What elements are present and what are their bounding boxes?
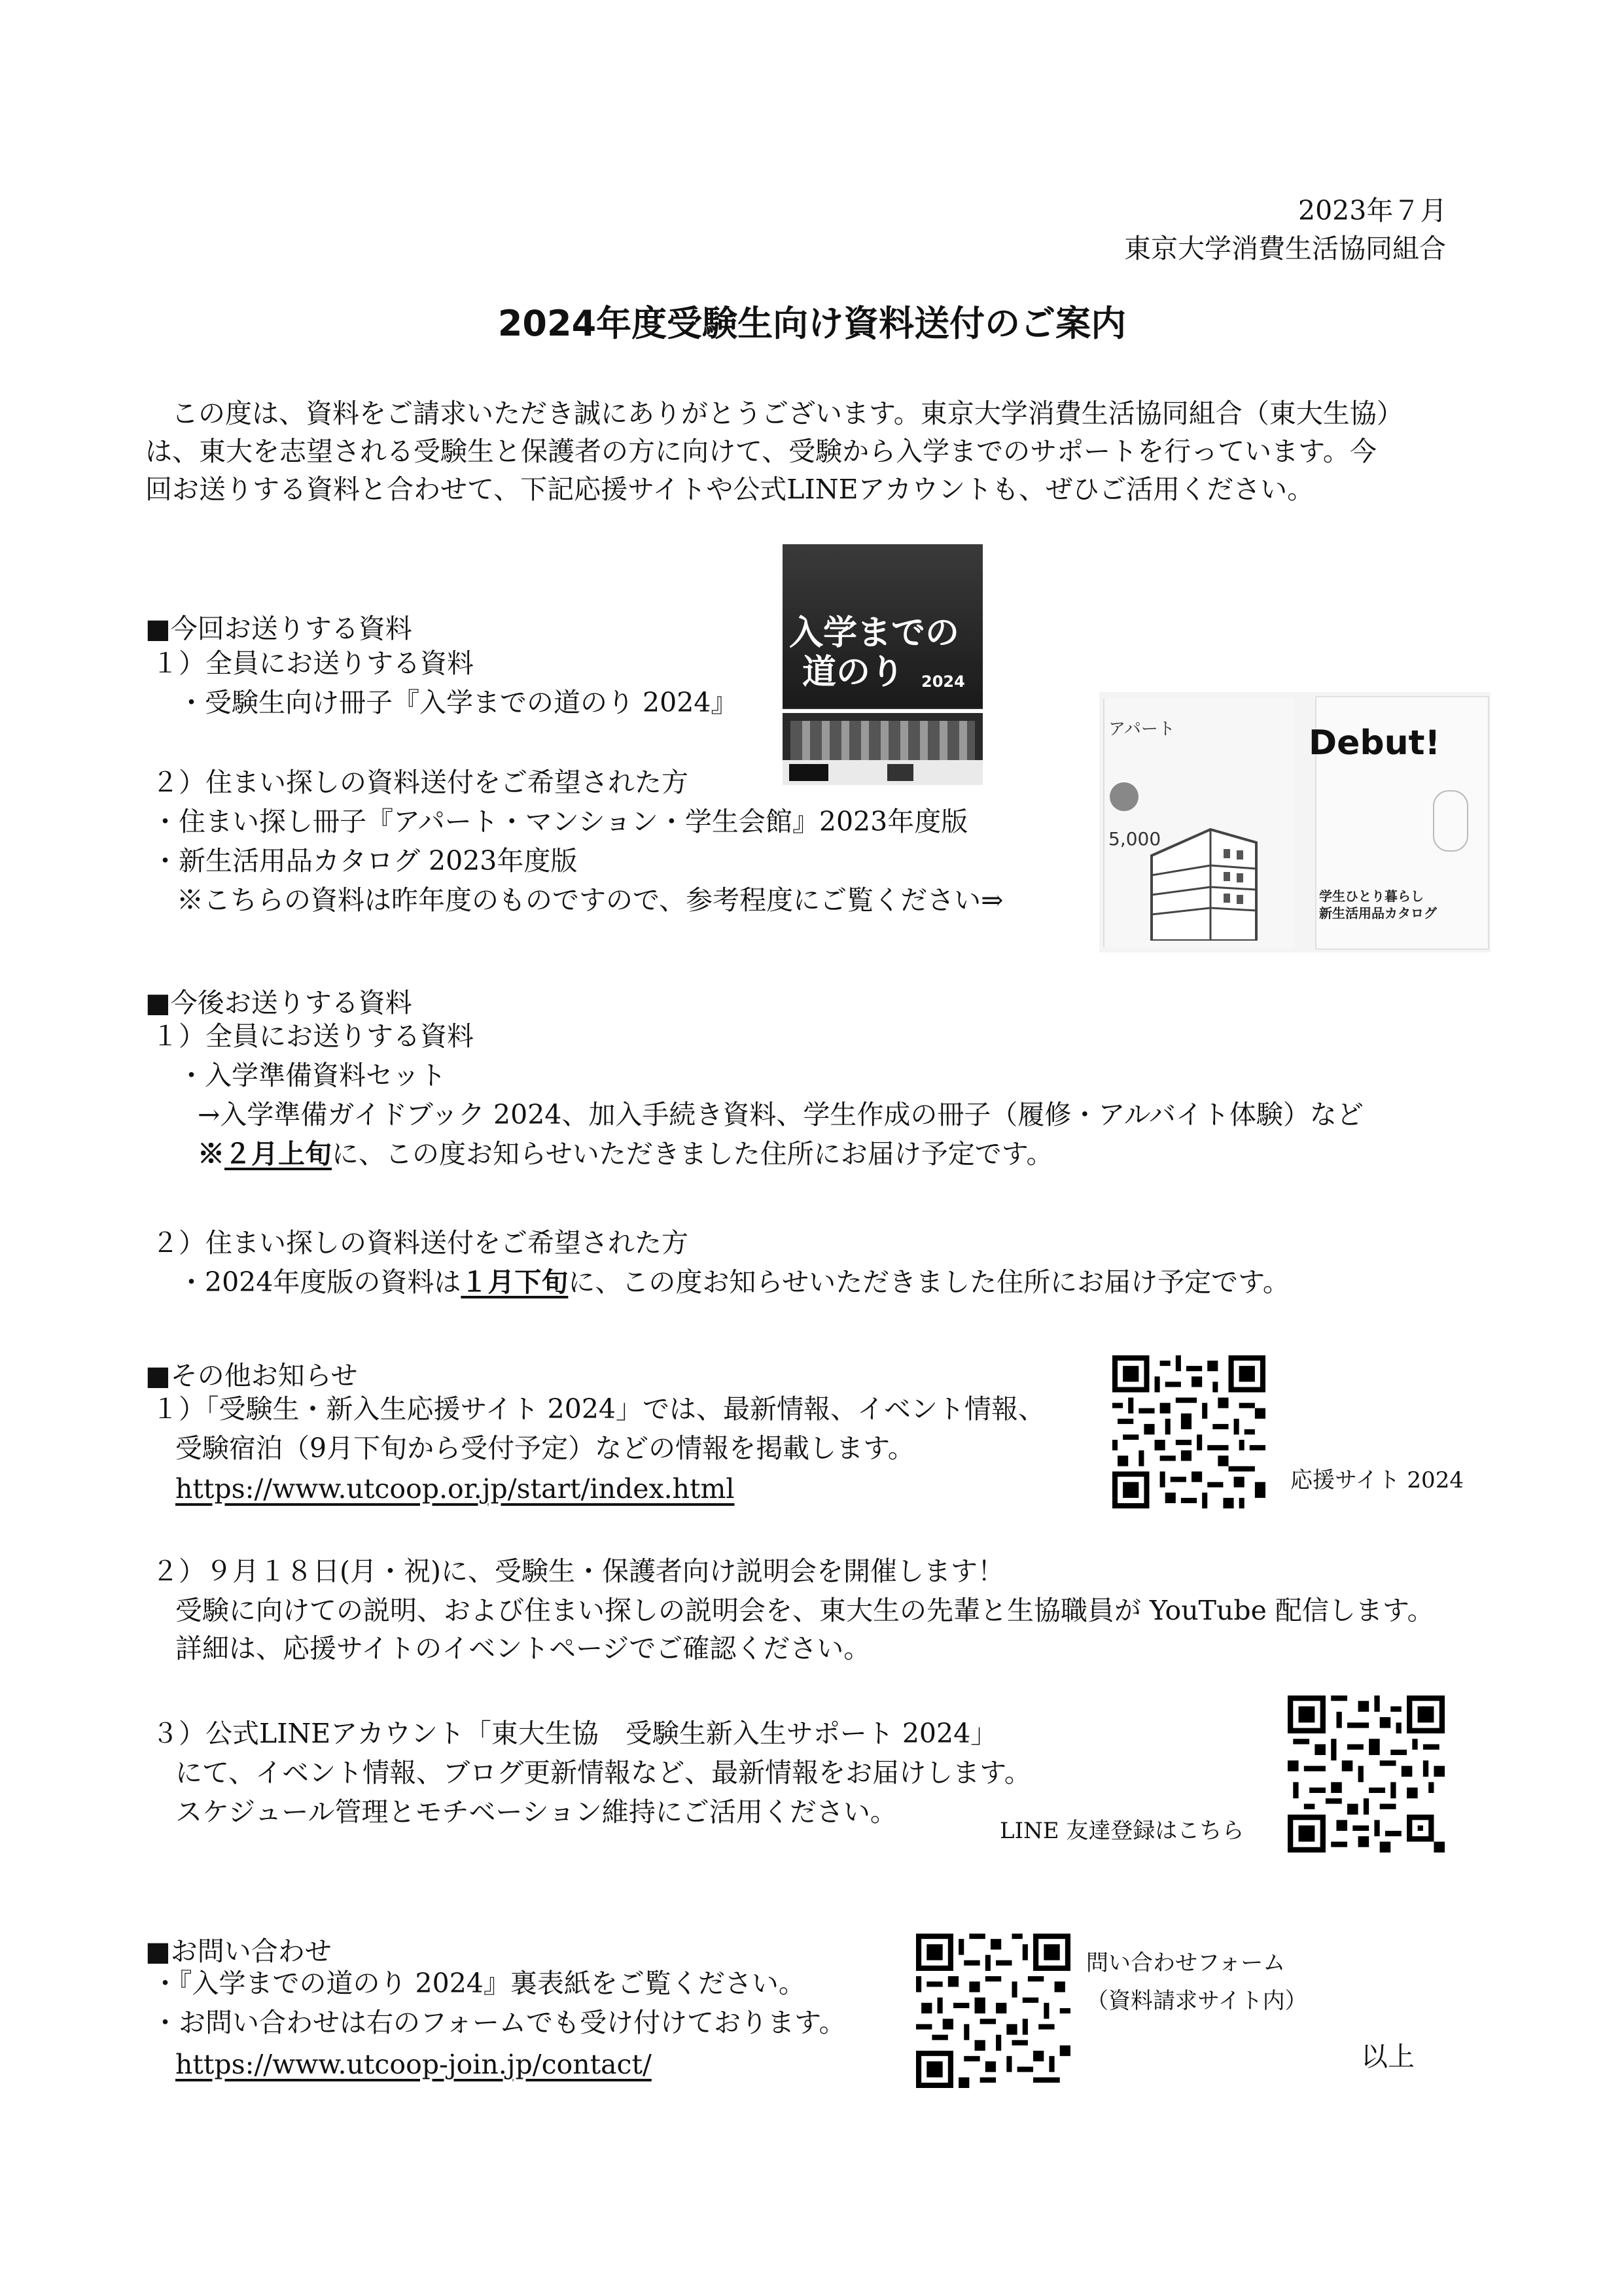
news-item2-line3: 詳細は、応援サイトのイベントページでご確認ください。 [175, 1633, 871, 1664]
contact-line1: ・『入学までの道のり 2024』裏表紙をご覧ください。 [152, 1968, 805, 1999]
support-site-qr-caption: 応援サイト 2024 [1290, 1467, 1464, 1493]
support-site-qr-code[interactable] [1112, 1355, 1265, 1508]
current-item1-heading: １）全員にお送りする資料 [152, 648, 474, 679]
news-item1-line1: １）「受験生・新入生応援サイト 2024」では、最新情報、イベント情報、 [152, 1393, 1046, 1425]
current-item2-heading: ２）住まい探しの資料送付をご希望された方 [152, 767, 688, 798]
upcoming-item2-heading: ２）住まい探しの資料送付をご希望された方 [152, 1227, 688, 1259]
catalog-caption-1: 学生ひとり暮らし [1319, 888, 1424, 904]
section-current-materials-heading: ■今回お送りする資料 [145, 613, 412, 644]
page-title: 2024年度受験生向け資料送付のご案内 [497, 303, 1127, 344]
section-other-news-heading: ■その他お知らせ [145, 1360, 358, 1391]
upcoming-item1-note [198, 1138, 1053, 1170]
booklet-cover-image [783, 544, 983, 785]
catalog-covers-image [1099, 692, 1491, 952]
section-upcoming-materials-heading: ■今後お送りする資料 [145, 987, 412, 1018]
contact-qr-caption-2: （資料請求サイト内） [1086, 1988, 1307, 2014]
news-item2-line1: ２）９月１８日(月・祝)に、受験生・保護者向け説明会を開催します！ [152, 1556, 1004, 1587]
contact-line2: ・お問い合わせは右のフォームでも受け付けております。 [152, 2007, 846, 2038]
catalog-apartment-label: アパート [1108, 720, 1175, 739]
intro-line-1: この度は、資料をご請求いただき誠にありがとうございます。東京大学消費生活協同組合（東大生協） [171, 398, 1403, 429]
building-illustration [1139, 803, 1269, 941]
section-contact-heading: ■お問い合わせ [145, 1936, 332, 1967]
catalog-debut-title: Debut! [1309, 723, 1441, 763]
intro-line-2: は、東大を志望される受験生と保護者の方に向けて、受験から入学までのサポートを行っています。今 [145, 436, 1377, 467]
support-site-link[interactable]: https://www.utcoop.or.jp/start/index.html [175, 1473, 735, 1505]
news-item3-line2: にて、イベント情報、ブログ更新情報など、最新情報をお届けします。 [175, 1757, 1031, 1788]
contact-form-link[interactable]: https://www.utcoop-join.jp/contact/ [175, 2049, 652, 2080]
contact-form-qr-code[interactable] [916, 1934, 1070, 2088]
booklet-title-1: 入学までの [789, 614, 960, 653]
note-mark: ※ [198, 1138, 224, 1170]
line-qr-caption: LINE 友達登録はこちら [1000, 1818, 1244, 1844]
current-item1-line: ・受験生向け冊子『入学までの道のり 2024』 [178, 687, 738, 718]
intro-line-3: 回お送りする資料と合わせて、下記応援サイトや公式LINEアカウントも、ぜひご活用ください。 [145, 474, 1315, 505]
delivery-date-feb: ２月上旬 [224, 1138, 332, 1170]
current-item2-line2: ・新生活用品カタログ 2023年度版 [152, 845, 578, 877]
delivery-date-jan: １月下旬 [461, 1266, 569, 1298]
upcoming-item1-line1: ・入学準備資料セット [178, 1060, 446, 1091]
upcoming-item2-line [178, 1266, 1290, 1298]
line-friend-qr-code[interactable] [1288, 1696, 1445, 1852]
current-item2-note: ※こちらの資料は昨年度のものですので、参考程度にご覧ください⇒ [177, 884, 1004, 916]
upcoming-item1-heading: １）全員にお送りする資料 [152, 1020, 474, 1052]
news-item2-line2: 受験に向けての説明、および住まい探しの説明会を、東大生の先輩と生協職員が YouTube 配信します。 [175, 1595, 1434, 1626]
news-item1-line2: 受験宿泊（9月下旬から受付予定）などの情報を掲載します。 [175, 1433, 915, 1464]
booklet-year: 2024 [921, 672, 965, 691]
news-item3-line3: スケジュール管理とモチベーション維持にご活用ください。 [175, 1796, 897, 1828]
news-item3-line1: ３）公式LINEアカウント「東大生協 受験生新入生サポート 2024」 [152, 1718, 998, 1749]
organization-name: 東京大学消費生活協同組合 [1124, 233, 1446, 264]
note-text: に、この度お知らせいただきました住所にお届け予定です。 [332, 1138, 1053, 1170]
current-item2-line1: ・住まい探し冊子『アパート・マンション・学生会館』2023年度版 [152, 806, 968, 837]
contact-qr-caption-1: 問い合わせフォーム [1086, 1950, 1286, 1976]
catalog-price: 5,000 [1108, 828, 1161, 850]
upcoming-item1-line2: →入学準備ガイドブック 2024、加入手続き資料、学生作成の冊子（履修・アルバイト体験）など [198, 1099, 1364, 1130]
date: 2023年７月 [1298, 195, 1447, 226]
item2-suffix: に、この度お知らせいただきました住所にお届け予定です。 [568, 1266, 1290, 1298]
closing-word: 以上 [1361, 2041, 1415, 2072]
catalog-caption-2: 新生活用品カタログ [1319, 905, 1437, 921]
item2-prefix: ・2024年度版の資料は [178, 1266, 461, 1298]
booklet-title-2: 道のり [802, 653, 905, 692]
